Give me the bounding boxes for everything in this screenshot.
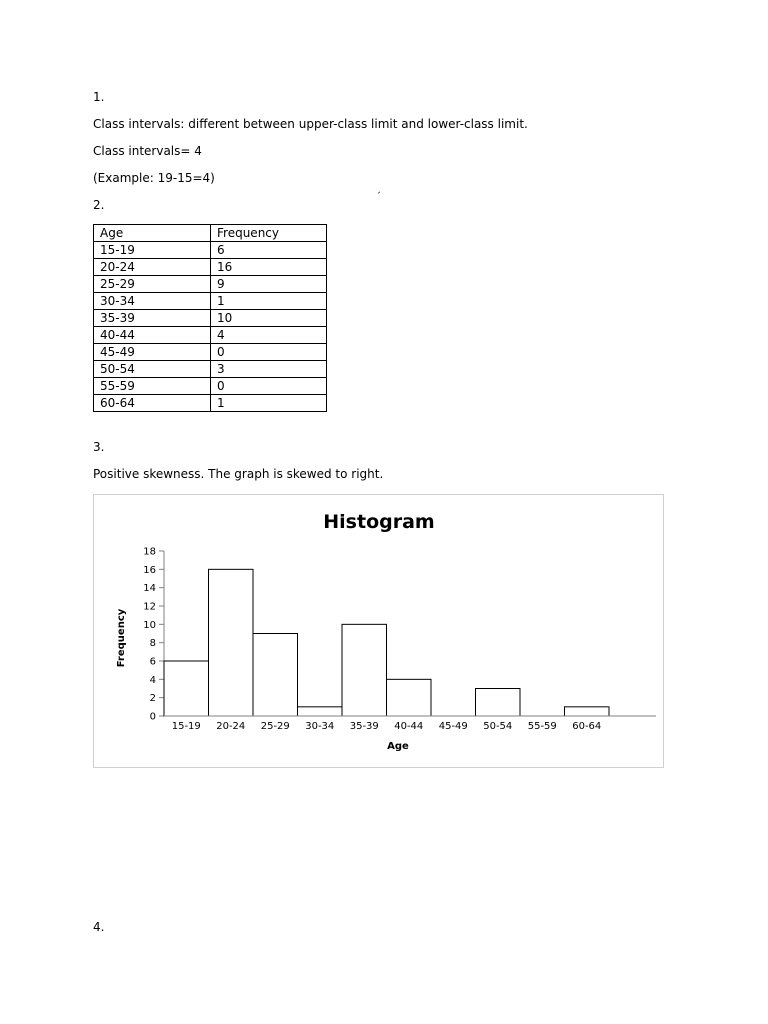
frequency-cell: 0 bbox=[211, 378, 327, 395]
frequency-cell: 4 bbox=[211, 327, 327, 344]
x-tick-label: 40-44 bbox=[394, 721, 424, 732]
y-tick-label: 10 bbox=[143, 619, 156, 631]
class-interval-value: Class intervals= 4 bbox=[93, 144, 202, 158]
frequency-cell: 16 bbox=[211, 259, 327, 276]
bars bbox=[164, 569, 609, 716]
histogram-bar bbox=[342, 624, 387, 716]
question-1-number: 1. bbox=[93, 90, 105, 104]
y-tick-label: 6 bbox=[149, 656, 156, 668]
y-tick-label: 14 bbox=[143, 583, 156, 595]
y-tick-label: 0 bbox=[149, 711, 156, 723]
histogram-bar bbox=[253, 634, 298, 717]
x-tick-label: 50-54 bbox=[483, 721, 513, 732]
x-tick-label: 20-24 bbox=[216, 721, 246, 732]
age-cell: 20-24 bbox=[94, 259, 211, 276]
age-cell: 50-54 bbox=[94, 361, 211, 378]
question-2-number: 2. bbox=[93, 198, 105, 212]
table-body bbox=[94, 242, 327, 412]
frequency-cell: 6 bbox=[211, 242, 327, 259]
histogram-bar bbox=[476, 689, 521, 717]
age-cell: 40-44 bbox=[94, 327, 211, 344]
histogram-chart bbox=[93, 494, 664, 768]
question-4-number: 4. bbox=[93, 920, 105, 934]
x-tick-label: 30-34 bbox=[305, 721, 335, 732]
histogram-bar bbox=[387, 679, 432, 716]
age-cell: 55-59 bbox=[94, 378, 211, 395]
frequency-cell: 3 bbox=[211, 361, 327, 378]
y-axis bbox=[143, 547, 164, 723]
x-axis bbox=[164, 716, 656, 732]
frequency-cell: 9 bbox=[211, 276, 327, 293]
y-tick-label: 18 bbox=[143, 546, 156, 558]
x-tick-label: 55-59 bbox=[527, 721, 557, 732]
x-tick-label: 45-49 bbox=[438, 721, 468, 732]
chart-title: Histogram bbox=[323, 511, 435, 533]
age-cell: 15-19 bbox=[94, 242, 211, 259]
question-3-number: 3. bbox=[93, 440, 105, 454]
y-tick-label: 2 bbox=[149, 693, 156, 705]
table-row bbox=[94, 378, 327, 395]
table-row bbox=[94, 395, 327, 412]
y-tick-label: 16 bbox=[143, 564, 156, 576]
age-cell: 45-49 bbox=[94, 344, 211, 361]
frequency-cell: 10 bbox=[211, 310, 327, 327]
stray-mark: ˏ bbox=[376, 183, 381, 194]
frequency-cell: 1 bbox=[211, 293, 327, 310]
histogram-bar bbox=[565, 707, 610, 716]
age-cell: 35-39 bbox=[94, 310, 211, 327]
table-row bbox=[94, 327, 327, 344]
y-tick-label: 12 bbox=[143, 601, 156, 613]
table-row bbox=[94, 344, 327, 361]
table-header-row bbox=[94, 225, 327, 242]
table-row bbox=[94, 242, 327, 259]
age-cell: 30-34 bbox=[94, 293, 211, 310]
y-tick-label: 8 bbox=[149, 638, 156, 650]
table-row bbox=[94, 361, 327, 378]
column-header-age: Age bbox=[94, 225, 211, 242]
frequency-cell: 1 bbox=[211, 395, 327, 412]
column-header-frequency: Frequency bbox=[211, 225, 327, 242]
x-tick-label: 25-29 bbox=[260, 721, 290, 732]
y-axis-title: Frequency bbox=[116, 608, 127, 668]
frequency-table bbox=[93, 224, 327, 412]
x-axis-title: Age bbox=[387, 741, 409, 752]
histogram-svg bbox=[94, 495, 665, 769]
x-tick-label: 60-64 bbox=[572, 721, 602, 732]
table-row bbox=[94, 259, 327, 276]
class-interval-definition: Class intervals: different between upper-class limit and lower-class limit. bbox=[93, 117, 528, 131]
x-tick-label: 15-19 bbox=[171, 721, 201, 732]
table-row bbox=[94, 293, 327, 310]
histogram-bar bbox=[164, 661, 209, 716]
class-interval-example: (Example: 19-15=4) bbox=[93, 171, 215, 185]
age-cell: 25-29 bbox=[94, 276, 211, 293]
x-tick-label: 35-39 bbox=[349, 721, 379, 732]
table-row bbox=[94, 310, 327, 327]
skewness-answer: Positive skewness. The graph is skewed to right. bbox=[93, 467, 384, 481]
table-row bbox=[94, 276, 327, 293]
histogram-bar bbox=[209, 569, 254, 716]
age-cell: 60-64 bbox=[94, 395, 211, 412]
y-tick-label: 4 bbox=[149, 674, 156, 686]
frequency-cell: 0 bbox=[211, 344, 327, 361]
histogram-bar bbox=[298, 707, 343, 716]
